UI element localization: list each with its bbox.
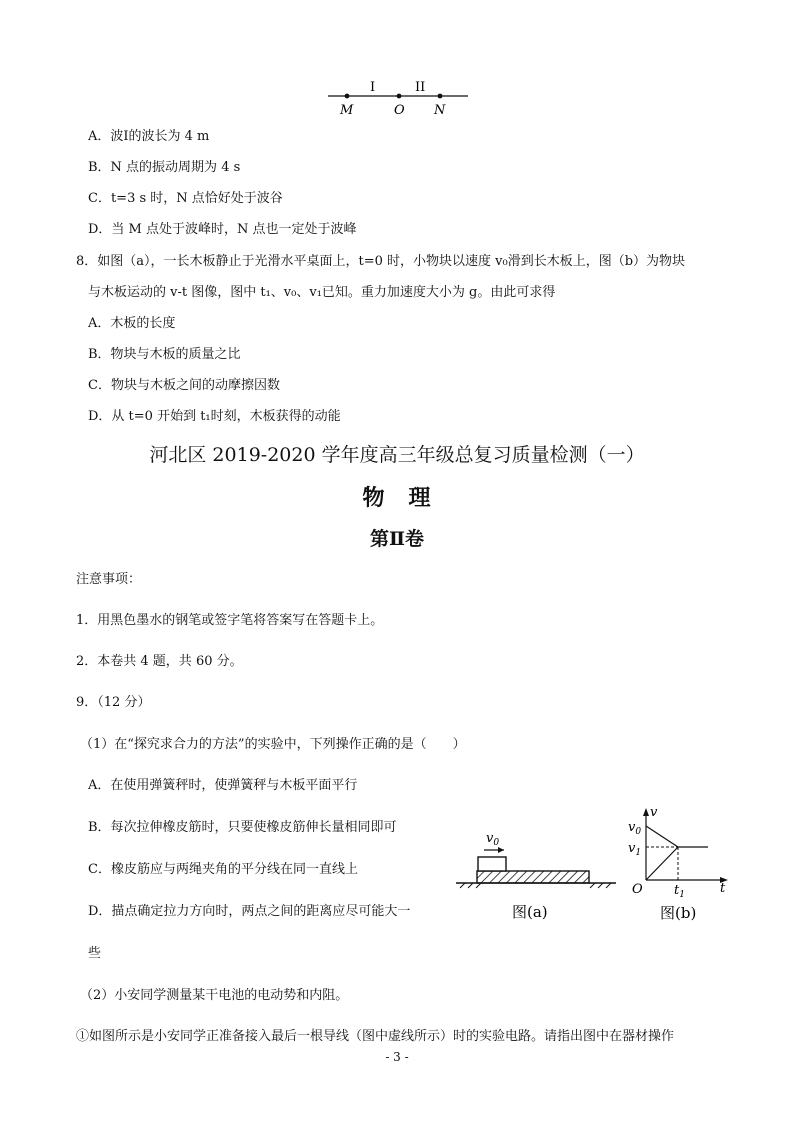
q8-option-d: D．从 t=0 开始到 t₁时刻，木板获得的动能 [88,409,341,424]
region-2-label: II [415,80,426,95]
q9-part2-line1: ①如图所示是小安同学正准备接入最后一根导线（图中虚线所示）时的实验电路。请指出图中在器材操作 [76,1029,675,1044]
q8-stem-line1: 8．如图（a），一长木板静止于光滑水平桌面上，t=0 时，小物块以速度 v₀滑到长木板上，图（b）为物块 [76,254,686,269]
q9-part1-option-b: B．每次拉伸橡皮筋时，只要使橡皮筋伸长量相同即可 [88,820,397,835]
point-m-label: M [340,103,354,118]
q7-option-c: C．t=3 s 时，N 点恰好处于波谷 [88,191,283,206]
ground-hatching [460,883,611,888]
q7-option-a: A．波Ⅰ的波长为 4 m [88,129,210,144]
q9-part1-option-c: C．橡皮筋应与两绳夹角的平分线在同一直线上 [88,862,358,877]
block-velocity-line [646,826,678,847]
point-m-dot [345,94,350,99]
page-number: - 3 - [385,1050,409,1064]
figure-b-caption: 图(b) [660,904,697,922]
region-1-label: I [370,80,376,95]
q8-option-a: A．木板的长度 [88,316,176,331]
t1-label: $t_1$ [674,883,685,900]
q9-part1-option-d-continued: 些 [88,946,102,961]
point-n-label: N [434,103,446,118]
q9-header: 9．（12 分） [76,695,151,710]
q8-option-b: B．物块与木板的质量之比 [88,347,241,362]
figure-a [450,820,620,930]
wave-figure [320,74,480,120]
q7-option-d: D．当 M 点处于波峰时，N 点也一定处于波峰 [88,222,357,237]
small-block [478,857,506,871]
point-o-label: O [394,103,405,118]
subject-title: 物 理 [362,485,432,511]
q8-stem-line2: 与木板运动的 v-t 图像，图中 t₁、v₀、v₁已知。重力加速度大小为 g。由此可求得 [88,285,556,300]
v-axis-arrow [643,808,649,816]
point-n-dot [438,94,443,99]
q9-part2-stem: （2）小安同学测量某干电池的电动势和内阻。 [80,988,349,1003]
long-board [477,871,589,883]
q9-part1-stem: （1）在“探究求合力的方法”的实验中，下列操作正确的是（ ） [80,737,466,752]
velocity-label: $v_0$ [486,831,500,848]
volume-title: 第Ⅱ卷 [369,528,424,550]
q8-option-c: C．物块与木板之间的动摩擦因数 [88,378,280,393]
notes-item-2: 2．本卷共 4 题，共 60 分。 [76,654,243,669]
t-axis-label: t [720,881,726,896]
origin-label: O [632,882,643,897]
figure-b [620,800,740,930]
v0-label: $v_0$ [628,820,642,837]
v1-label: $v_1$ [628,841,642,858]
q7-option-b: B．N 点的振动周期为 4 s [88,160,241,175]
exam-title: 河北区 2019-2020 学年度高三年级总复习质量检测（一） [149,444,645,466]
notes-heading: 注意事项： [76,572,142,587]
board-velocity-line [646,847,678,880]
notes-item-1: 1．用黑色墨水的钢笔或签字笔将答案写在答题卡上。 [76,613,384,628]
point-o-dot [397,94,402,99]
figure-a-caption: 图(a) [512,903,548,921]
q9-part1-option-a: A．在使用弹簧秤时，使弹簧秤与木板平面平行 [88,778,358,793]
q9-part1-option-d: D．描点确定拉力方向时，两点之间的距离应尽可能大一 [88,904,411,919]
v-axis-label: v [650,805,658,820]
